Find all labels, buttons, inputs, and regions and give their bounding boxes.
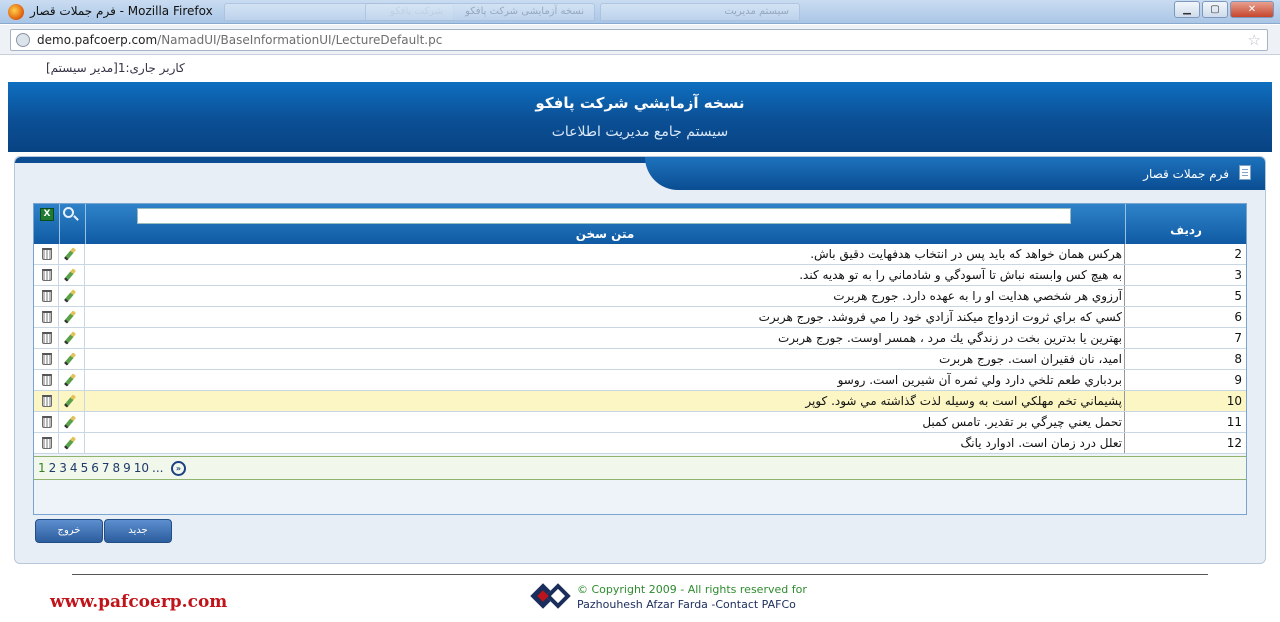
- row-number: 2: [1234, 247, 1242, 261]
- url-field[interactable]: [10, 29, 1268, 51]
- table-row[interactable]: [34, 391, 1246, 412]
- edit-cell[interactable]: [59, 391, 85, 411]
- document-icon: [1239, 165, 1251, 180]
- delete-cell[interactable]: [34, 412, 59, 432]
- pencil-icon[interactable]: [64, 310, 76, 323]
- edit-cell[interactable]: [59, 265, 85, 285]
- table-row[interactable]: [34, 265, 1246, 286]
- pencil-icon[interactable]: [64, 415, 76, 428]
- row-number: 3: [1234, 268, 1242, 282]
- trash-icon[interactable]: [42, 269, 52, 281]
- quote-text: بردباري طعم تلخي دارد ولي ثمره آن شيرين است. روسو: [85, 370, 1125, 390]
- page-link[interactable]: 7: [101, 461, 110, 475]
- delete-cell[interactable]: [34, 433, 59, 453]
- new-button[interactable]: جديد: [104, 519, 172, 543]
- trash-icon[interactable]: [42, 248, 52, 260]
- row-number: 7: [1234, 331, 1242, 345]
- row-number: 11: [1226, 415, 1242, 429]
- row-number: 8: [1234, 352, 1242, 366]
- filter-input[interactable]: [137, 208, 1071, 224]
- delete-cell[interactable]: [34, 349, 59, 369]
- form-header: [645, 157, 1265, 190]
- restore-button[interactable]: ▢: [1202, 1, 1228, 18]
- quote-text: به هيچ كس وابسته نباش تا آسودگي و شادماني را به تو هديه كند.: [85, 265, 1125, 285]
- quotes-grid: [33, 203, 1247, 515]
- trash-icon[interactable]: [42, 311, 52, 323]
- page-link[interactable]: ...: [152, 461, 164, 475]
- edit-cell[interactable]: [59, 370, 85, 390]
- pencil-icon[interactable]: [64, 373, 76, 386]
- column-header-text[interactable]: متن سخن: [575, 227, 635, 241]
- window-title: فرم جملات قصار - Mozilla Firefox: [30, 4, 213, 18]
- site-url[interactable]: www.pafcoerp.com: [50, 592, 228, 612]
- background-tab-label: سیستم مدیریت: [724, 6, 789, 17]
- trash-icon[interactable]: [42, 416, 52, 428]
- quote-text: بهترين يا بدترين بخت در زندگي يك مرد ، همسر اوست. جورج هربرت: [85, 328, 1125, 348]
- main-panel: [14, 156, 1266, 564]
- page-link[interactable]: 4: [69, 461, 78, 475]
- row-number: 12: [1226, 436, 1242, 450]
- trash-icon[interactable]: [42, 437, 52, 449]
- pencil-icon[interactable]: [64, 394, 76, 407]
- pencil-icon[interactable]: [64, 352, 76, 365]
- quote-text: اميد، نان فقيران است. جورج هربرت: [85, 349, 1125, 369]
- delete-cell[interactable]: [34, 244, 59, 264]
- row-number: 6: [1234, 310, 1242, 324]
- address-bar: [0, 25, 1280, 55]
- page-link[interactable]: 8: [112, 461, 121, 475]
- pencil-icon[interactable]: [64, 331, 76, 344]
- quote-text: تعلل درد زمان است. ادوارد يانگ: [85, 433, 1125, 453]
- edit-cell[interactable]: [59, 307, 85, 327]
- excel-export-icon[interactable]: X: [40, 208, 54, 221]
- pencil-icon[interactable]: [64, 247, 76, 260]
- table-row[interactable]: [34, 286, 1246, 307]
- background-tab[interactable]: [365, 3, 595, 21]
- edit-cell[interactable]: [59, 286, 85, 306]
- row-number: 5: [1234, 289, 1242, 303]
- page-link[interactable]: 5: [80, 461, 89, 475]
- url-host: demo.pafcoerp.com: [37, 33, 158, 47]
- close-button[interactable]: ✕: [1230, 1, 1274, 18]
- table-row[interactable]: [34, 244, 1246, 265]
- window-titlebar: [0, 0, 1280, 24]
- exit-button[interactable]: خروج: [35, 519, 103, 543]
- quote-text: هركس همان خواهد كه بايد پس در انتخاب هدفهايت دقيق باش.: [85, 244, 1125, 264]
- form-title: فرم جملات قصار: [1143, 167, 1229, 181]
- url-text: [37, 33, 442, 47]
- header-title: نسخه آزمايشي شركت پافكو: [535, 94, 745, 112]
- delete-cell[interactable]: [34, 370, 59, 390]
- quote-text: كسي كه براي ثروت ازدواج ميكند آزادي خود را مي فروشد. جورج هربرت: [85, 307, 1125, 327]
- firefox-logo-icon: [8, 4, 24, 20]
- delete-cell[interactable]: [34, 286, 59, 306]
- trash-icon[interactable]: [42, 395, 52, 407]
- column-header-row[interactable]: رديف: [1170, 223, 1202, 237]
- edit-cell[interactable]: [59, 433, 85, 453]
- url-path: /NamadUI/BaseInformationUI/LectureDefault.pc: [157, 33, 443, 47]
- search-icon[interactable]: [63, 207, 74, 218]
- table-row[interactable]: [34, 433, 1246, 454]
- edit-cell[interactable]: [59, 244, 85, 264]
- minimize-button[interactable]: ▁: [1174, 1, 1200, 18]
- background-tab-label: نسخه آزمایشی شرکت پافکو: [465, 6, 584, 17]
- pager: [34, 456, 1246, 480]
- edit-cell[interactable]: [59, 349, 85, 369]
- table-row[interactable]: [34, 307, 1246, 328]
- trash-icon[interactable]: [42, 332, 52, 344]
- pafco-logo-icon: [532, 584, 576, 612]
- copyright-text: © Copyright 2009 - All rights reserved for: [577, 583, 807, 596]
- trash-icon[interactable]: [42, 374, 52, 386]
- row-number: 9: [1234, 373, 1242, 387]
- trash-icon[interactable]: [42, 290, 52, 302]
- current-user: كاربر جاری:1[مدير سيستم]: [46, 61, 185, 75]
- page-link[interactable]: 1: [38, 461, 46, 475]
- delete-cell[interactable]: [34, 328, 59, 348]
- page-link[interactable]: 2: [48, 461, 57, 475]
- table-row[interactable]: [34, 370, 1246, 391]
- header-subtitle: سيستم جامع مديريت اطلاعات: [551, 124, 729, 140]
- trash-icon[interactable]: [42, 353, 52, 365]
- pencil-icon[interactable]: [64, 268, 76, 281]
- page-link[interactable]: 9: [123, 461, 131, 475]
- table-row[interactable]: [34, 349, 1246, 370]
- quote-text: آرزوي هر شخصي هدايت او را به عهده دارد. جورج هربرت: [85, 286, 1125, 306]
- grid-header: [34, 204, 1246, 244]
- pager-pages: [38, 461, 167, 475]
- page-link[interactable]: 3: [59, 461, 67, 475]
- row-number: 10: [1226, 394, 1242, 408]
- edit-cell[interactable]: [59, 412, 85, 432]
- table-row[interactable]: [34, 328, 1246, 349]
- pencil-icon[interactable]: [64, 289, 76, 302]
- next-page-icon[interactable]: »: [171, 461, 186, 476]
- edit-cell[interactable]: [59, 328, 85, 348]
- page-link[interactable]: 6: [91, 461, 99, 475]
- bookmark-star-icon[interactable]: ☆: [1247, 31, 1261, 49]
- site-header: [8, 82, 1272, 152]
- form-header-bar: [15, 157, 655, 163]
- pencil-icon[interactable]: [64, 436, 76, 449]
- delete-cell[interactable]: [34, 391, 59, 411]
- delete-cell[interactable]: [34, 307, 59, 327]
- quote-text: پشيماني تخم مهلكي است به وسيله لذت گذاشته مي شود. كوپر: [85, 391, 1125, 411]
- footer-divider: [72, 574, 1208, 575]
- grid-rows: [34, 244, 1246, 454]
- delete-cell[interactable]: [34, 265, 59, 285]
- table-row[interactable]: [34, 412, 1246, 433]
- background-tab[interactable]: [600, 3, 800, 21]
- company-link[interactable]: Pazhouhesh Afzar Farda -Contact PAFCo: [577, 598, 796, 611]
- quote-text: تحمل يعني چيرگي بر تقدير. تامس كمبل: [85, 412, 1125, 432]
- page-link[interactable]: 10: [133, 461, 150, 475]
- globe-icon: [16, 33, 30, 47]
